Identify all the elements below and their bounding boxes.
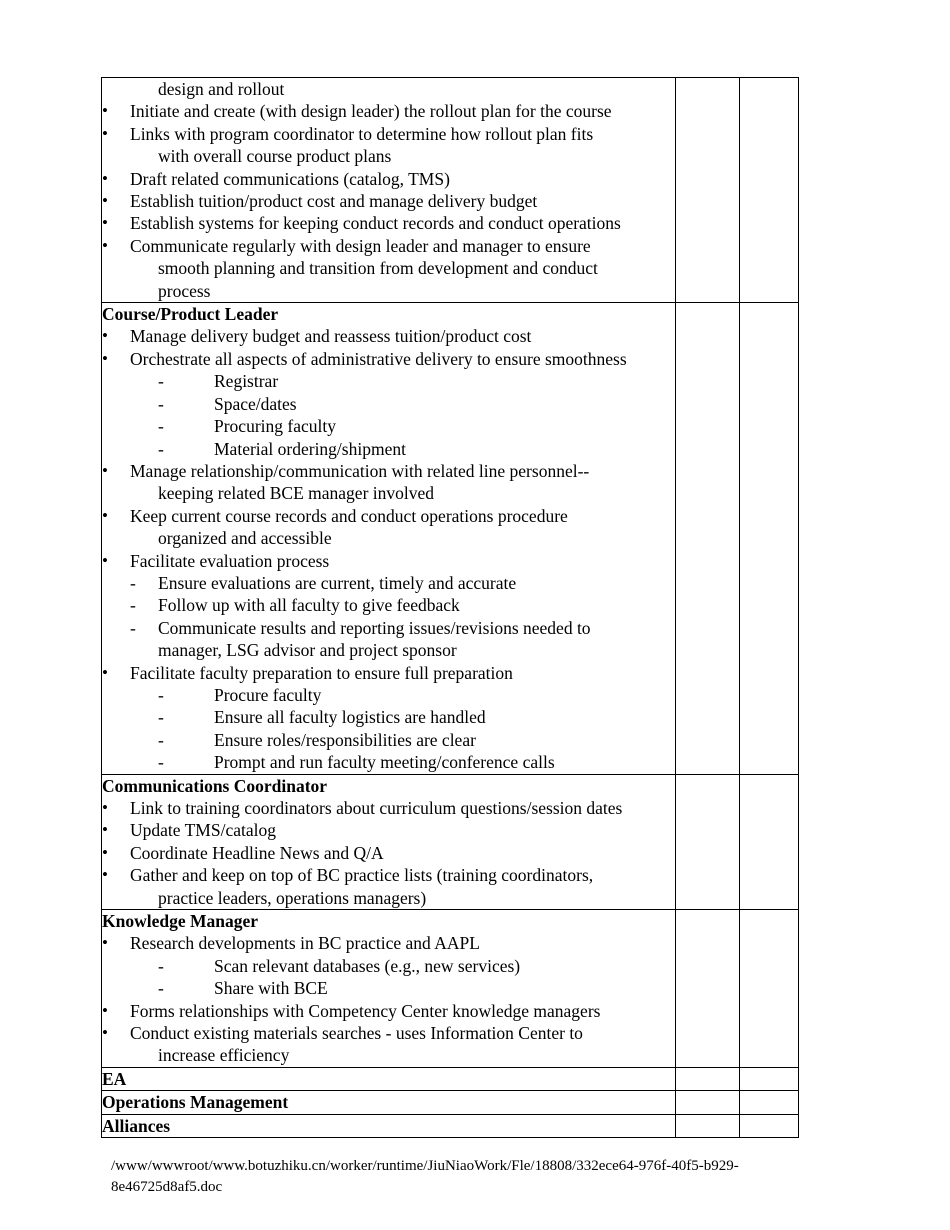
document-footer	[111, 1156, 811, 1198]
empty-column-cell	[740, 78, 799, 303]
dash-sub-item: - Scan relevant databases (e.g., new services)	[102, 955, 675, 977]
bullet-item: • Link to training coordinators about curriculum questions/session dates	[102, 797, 675, 819]
empty-column-cell	[740, 303, 799, 775]
empty-column-cell	[740, 1114, 799, 1137]
empty-column-cell	[676, 1067, 740, 1090]
table-row-operations-management	[102, 1091, 799, 1114]
dash-sub-item: - Prompt and run faculty meeting/conference calls	[102, 751, 675, 773]
bullet-item: • Links with program coordinator to determine how rollout plan fits	[102, 123, 675, 145]
role-description-cell	[102, 774, 676, 909]
table-row-communications-coordinator	[102, 774, 799, 909]
role-description-cell	[102, 910, 676, 1068]
sub-item: - Follow up with all faculty to give feedback	[102, 594, 675, 616]
responsibilities-table	[101, 77, 799, 1138]
table-row-alliances	[102, 1114, 799, 1137]
section-heading: EA	[102, 1068, 127, 1089]
empty-column-cell	[740, 910, 799, 1068]
bullet-item: • Establish tuition/product cost and manage delivery budget	[102, 190, 675, 212]
continuation-line: design and rollout	[158, 79, 285, 99]
table-body	[102, 78, 799, 1138]
dash-sub-item: - Procure faculty	[102, 684, 675, 706]
role-description-cell	[102, 1091, 676, 1114]
continuation-line: manager, LSG advisor and project sponsor	[158, 640, 457, 661]
bullet-item: • Initiate and create (with design leader) the rollout plan for the course	[102, 100, 675, 122]
bullet-item: • Research developments in BC practice and AAPL	[102, 932, 675, 954]
empty-column-cell	[676, 78, 740, 303]
dash-sub-item: - Ensure all faculty logistics are handled	[102, 706, 675, 728]
role-description-cell	[102, 78, 676, 303]
continuation-line: increase efficiency	[158, 1045, 290, 1066]
empty-column-cell	[676, 774, 740, 909]
sub-item: - Communicate results and reporting issues/revisions needed to	[102, 617, 675, 639]
section-heading: Communications Coordinator	[102, 775, 328, 796]
role-description-cell	[102, 303, 676, 775]
empty-column-cell	[740, 1091, 799, 1114]
table-row-course-product-leader	[102, 303, 799, 775]
dash-sub-item: - Ensure roles/responsibilities are clear	[102, 729, 675, 751]
empty-column-cell	[740, 774, 799, 909]
role-description-cell	[102, 1067, 676, 1090]
continuation-line: practice leaders, operations managers)	[158, 887, 427, 908]
section-heading: Course/Product Leader	[102, 304, 279, 325]
table-row-ea	[102, 1067, 799, 1090]
bullet-item: • Establish systems for keeping conduct records and conduct operations	[102, 212, 675, 234]
bullet-item: • Update TMS/catalog	[102, 819, 675, 841]
bullet-item: • Draft related communications (catalog, TMS)	[102, 168, 675, 190]
footer-path-line-2: 8e46725d8af5.doc	[111, 1179, 223, 1195]
bullet-item: • Coordinate Headline News and Q/A	[102, 842, 675, 864]
bullet-item: • Orchestrate all aspects of administrative delivery to ensure smoothness	[102, 348, 675, 370]
section-heading: Knowledge Manager	[102, 911, 259, 932]
continuation-line: organized and accessible	[158, 528, 332, 549]
continuation-line: keeping related BCE manager involved	[158, 483, 435, 504]
continuation-line: with overall course product plans	[158, 146, 392, 167]
dash-sub-item: - Procuring faculty	[102, 415, 675, 437]
dash-sub-item: - Share with BCE	[102, 977, 675, 999]
bullet-item: • Manage delivery budget and reassess tuition/product cost	[102, 325, 675, 347]
empty-column-cell	[676, 1114, 740, 1137]
footer-path-line-1: /www/wwwroot/www.botuzhiku.cn/worker/runtime/JiuNiaoWork/Fle/18808/332ece64-976f-40f5-b929-	[111, 1158, 739, 1174]
bullet-item: • Manage relationship/communication with related line personnel--	[102, 460, 675, 482]
bullet-item: • Facilitate evaluation process	[102, 550, 675, 572]
empty-column-cell	[676, 303, 740, 775]
bullet-item: • Communicate regularly with design leader and manager to ensure	[102, 235, 675, 257]
bullet-item: • Gather and keep on top of BC practice lists (training coordinators,	[102, 864, 675, 886]
sub-item: - Ensure evaluations are current, timely and accurate	[102, 572, 675, 594]
empty-column-cell	[676, 1091, 740, 1114]
bullet-item: • Keep current course records and conduct operations procedure	[102, 505, 675, 527]
table-row-knowledge-manager	[102, 910, 799, 1068]
dash-sub-item: - Registrar	[102, 370, 675, 392]
bullet-item: • Facilitate faculty preparation to ensure full preparation	[102, 662, 675, 684]
empty-column-cell	[676, 910, 740, 1068]
table-row-design-continuation	[102, 78, 799, 303]
section-heading: Operations Management	[102, 1092, 289, 1113]
bullet-item: • Forms relationships with Competency Center knowledge managers	[102, 1000, 675, 1022]
role-description-cell	[102, 1114, 676, 1137]
empty-column-cell	[740, 1067, 799, 1090]
dash-sub-item: - Space/dates	[102, 393, 675, 415]
continuation-line: process	[158, 280, 211, 301]
continuation-line: smooth planning and transition from development and conduct	[158, 258, 598, 279]
dash-sub-item: - Material ordering/shipment	[102, 438, 675, 460]
bullet-item: • Conduct existing materials searches - uses Information Center to	[102, 1022, 675, 1044]
section-heading: Alliances	[102, 1115, 171, 1136]
